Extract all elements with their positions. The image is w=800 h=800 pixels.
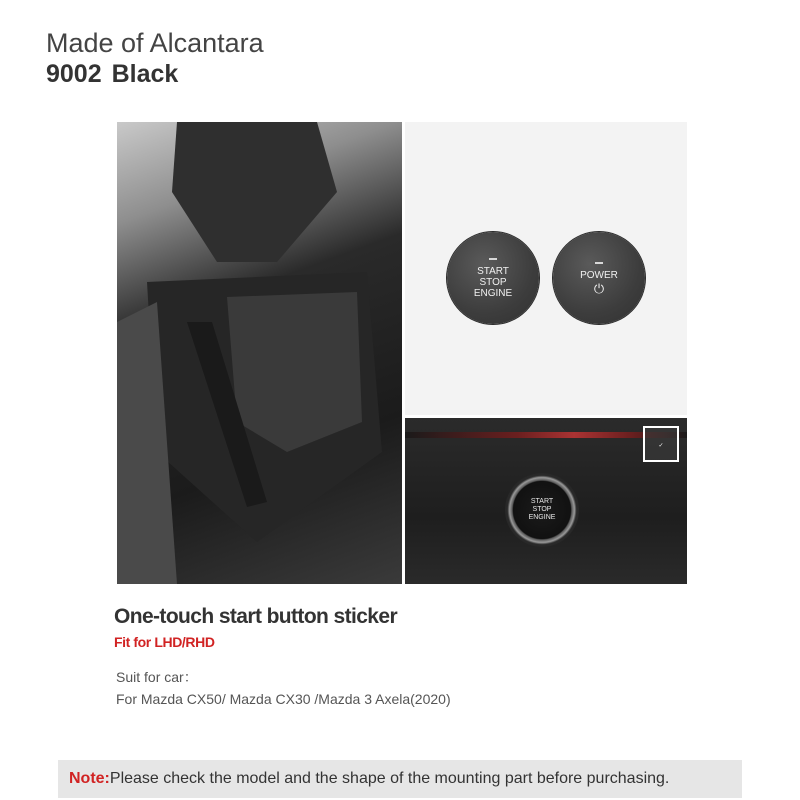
sticker-text-power: POWER bbox=[580, 270, 618, 281]
car-btn-start: START bbox=[530, 498, 554, 505]
start-stop-sticker bbox=[447, 232, 539, 324]
seat-illustration bbox=[117, 122, 402, 584]
suit-label: Suit for car： bbox=[116, 669, 198, 685]
installed-button-photo bbox=[405, 418, 687, 584]
sticker-text-engine: ENGINE bbox=[473, 287, 513, 299]
product-code: 9002 bbox=[46, 60, 102, 88]
car-btn-engine: ENGINE bbox=[528, 514, 556, 521]
installed-start-button bbox=[505, 473, 579, 547]
sticker-product-photo bbox=[405, 122, 687, 415]
car-btn-stop: STOP bbox=[532, 506, 552, 513]
product-color: Black bbox=[111, 60, 179, 88]
compatible-models: For Mazda CX50/ Mazda CX30 /Mazda 3 Axela(2020) bbox=[116, 691, 451, 707]
power-sticker bbox=[553, 232, 645, 324]
purchase-note bbox=[58, 760, 742, 798]
auto-badge-icon: ✓ bbox=[643, 426, 679, 462]
material-title: Made of Alcantara bbox=[46, 28, 264, 58]
product-code-color bbox=[46, 60, 178, 89]
fit-note: Fit for LHD/RHD bbox=[114, 634, 215, 650]
sticker-text-stop: STOP bbox=[479, 276, 507, 288]
seat-photo bbox=[117, 122, 402, 584]
product-title: One-touch start button sticker bbox=[114, 605, 398, 628]
note-text: Please check the model and the shape of the mounting part before purchasing. bbox=[109, 770, 670, 787]
sticker-text-start: START bbox=[477, 265, 509, 277]
note-label: Note: bbox=[69, 770, 110, 787]
power-icon: ⏻ bbox=[593, 281, 605, 296]
